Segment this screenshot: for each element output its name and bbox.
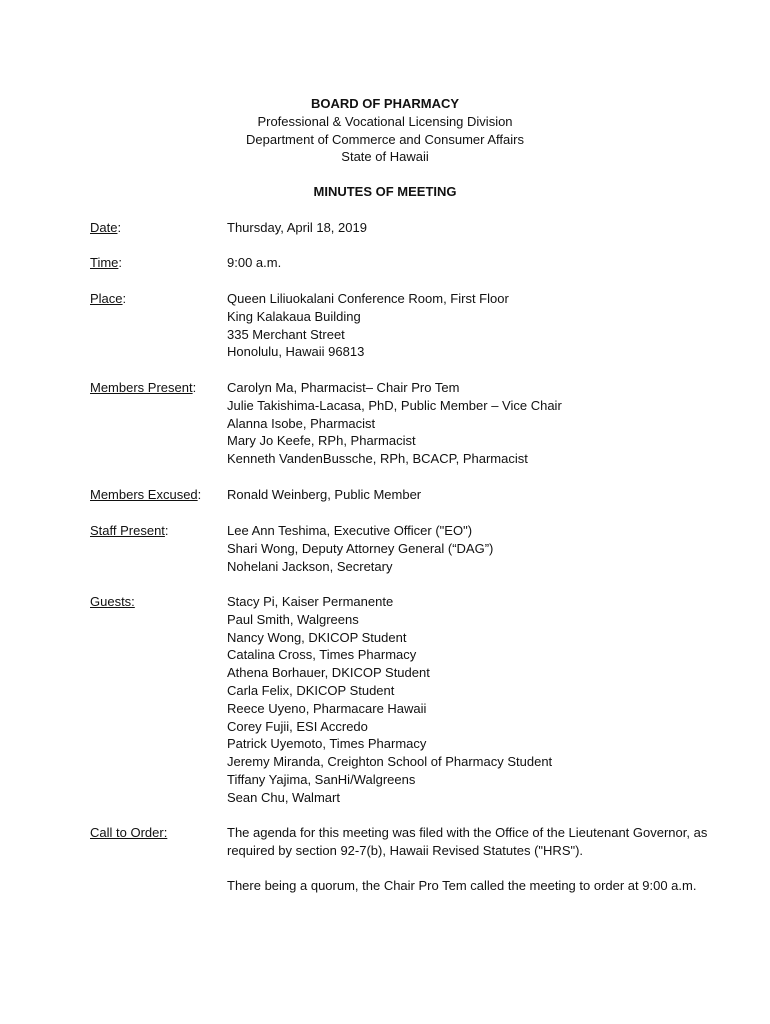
list-item: Shari Wong, Deputy Attorney General (“DAG”) — [227, 540, 494, 556]
members-excused-label: Members Excused: — [90, 487, 202, 502]
document-header — [0, 95, 770, 166]
list-item: Sean Chu, Walmart — [227, 789, 340, 805]
division-name: Professional & Vocational Licensing Division — [257, 113, 513, 129]
list-item: Corey Fujii, ESI Accredo — [227, 718, 368, 734]
time-label: Time: — [90, 255, 123, 270]
date-label: Date: — [90, 220, 122, 235]
list-item: Lee Ann Teshima, Executive Officer ("EO") — [227, 523, 473, 538]
guests-list — [227, 593, 710, 807]
list-item: Jeremy Miranda, Creighton School of Pharmacy Student — [227, 754, 553, 770]
list-item: Carolyn Ma, Pharmacist– Chair Pro Tem — [227, 380, 460, 395]
place-label: Place: — [90, 291, 127, 306]
list-item: Alanna Isobe, Pharmacist — [227, 415, 376, 431]
call-to-order-paragraph: There being a quorum, the Chair Pro Tem called the meeting to order at 9:00 a.m. — [227, 878, 697, 894]
list-item: Julie Takishima-Lacasa, PhD, Public Member – Vice Chair — [227, 397, 562, 413]
place-value: Queen Liliuokalani Conference Room, First Floor King Kalakaua Building 335 Merchant Street Honolulu, Hawaii 96813 — [227, 291, 509, 360]
call-to-order-paragraph: The agenda for this meeting was filed with the Office of the Lieutenant Governor, as required by section 92-7(b), Hawaii Revised Statutes ("HRS"). — [227, 825, 708, 858]
date-value: Thursday, April 18, 2019 — [227, 220, 367, 235]
list-item: Paul Smith, Walgreens — [227, 611, 359, 627]
board-name: BOARD OF PHARMACY — [310, 96, 460, 111]
list-item: Reece Uyeno, Pharmacare Hawaii — [227, 700, 427, 716]
minutes-title: MINUTES OF MEETING — [313, 184, 457, 199]
guests-label: Guests: — [90, 594, 135, 609]
list-item: Mary Jo Keefe, RPh, Pharmacist — [227, 433, 416, 449]
staff-present-label: Staff Present: — [90, 523, 169, 538]
list-item: Ronald Weinberg, Public Member — [227, 487, 422, 502]
list-item: Carla Felix, DKICOP Student — [227, 682, 395, 698]
members-excused-list — [227, 486, 710, 504]
list-item: Stacy Pi, Kaiser Permanente — [227, 594, 394, 609]
members-present-label: Members Present: — [90, 380, 197, 395]
department-name: Department of Commerce and Consumer Affairs — [246, 131, 524, 147]
state-name: State of Hawaii — [341, 149, 429, 165]
call-to-order-label: Call to Order: — [90, 825, 168, 840]
list-item: Athena Borhauer, DKICOP Student — [227, 665, 430, 681]
staff-present-list — [227, 522, 710, 575]
list-item: Patrick Uyemoto, Times Pharmacy — [227, 736, 427, 752]
list-item: Nancy Wong, DKICOP Student — [227, 629, 407, 645]
time-value: 9:00 a.m. — [227, 255, 282, 270]
list-item: Catalina Cross, Times Pharmacy — [227, 647, 417, 663]
call-to-order-text — [227, 824, 710, 895]
members-present-list — [227, 379, 710, 468]
list-item: Tiffany Yajima, SanHi/Walgreens — [227, 771, 416, 787]
list-item: Nohelani Jackson, Secretary — [227, 558, 393, 574]
list-item: Kenneth VandenBussche, RPh, BCACP, Pharmacist — [227, 451, 528, 467]
